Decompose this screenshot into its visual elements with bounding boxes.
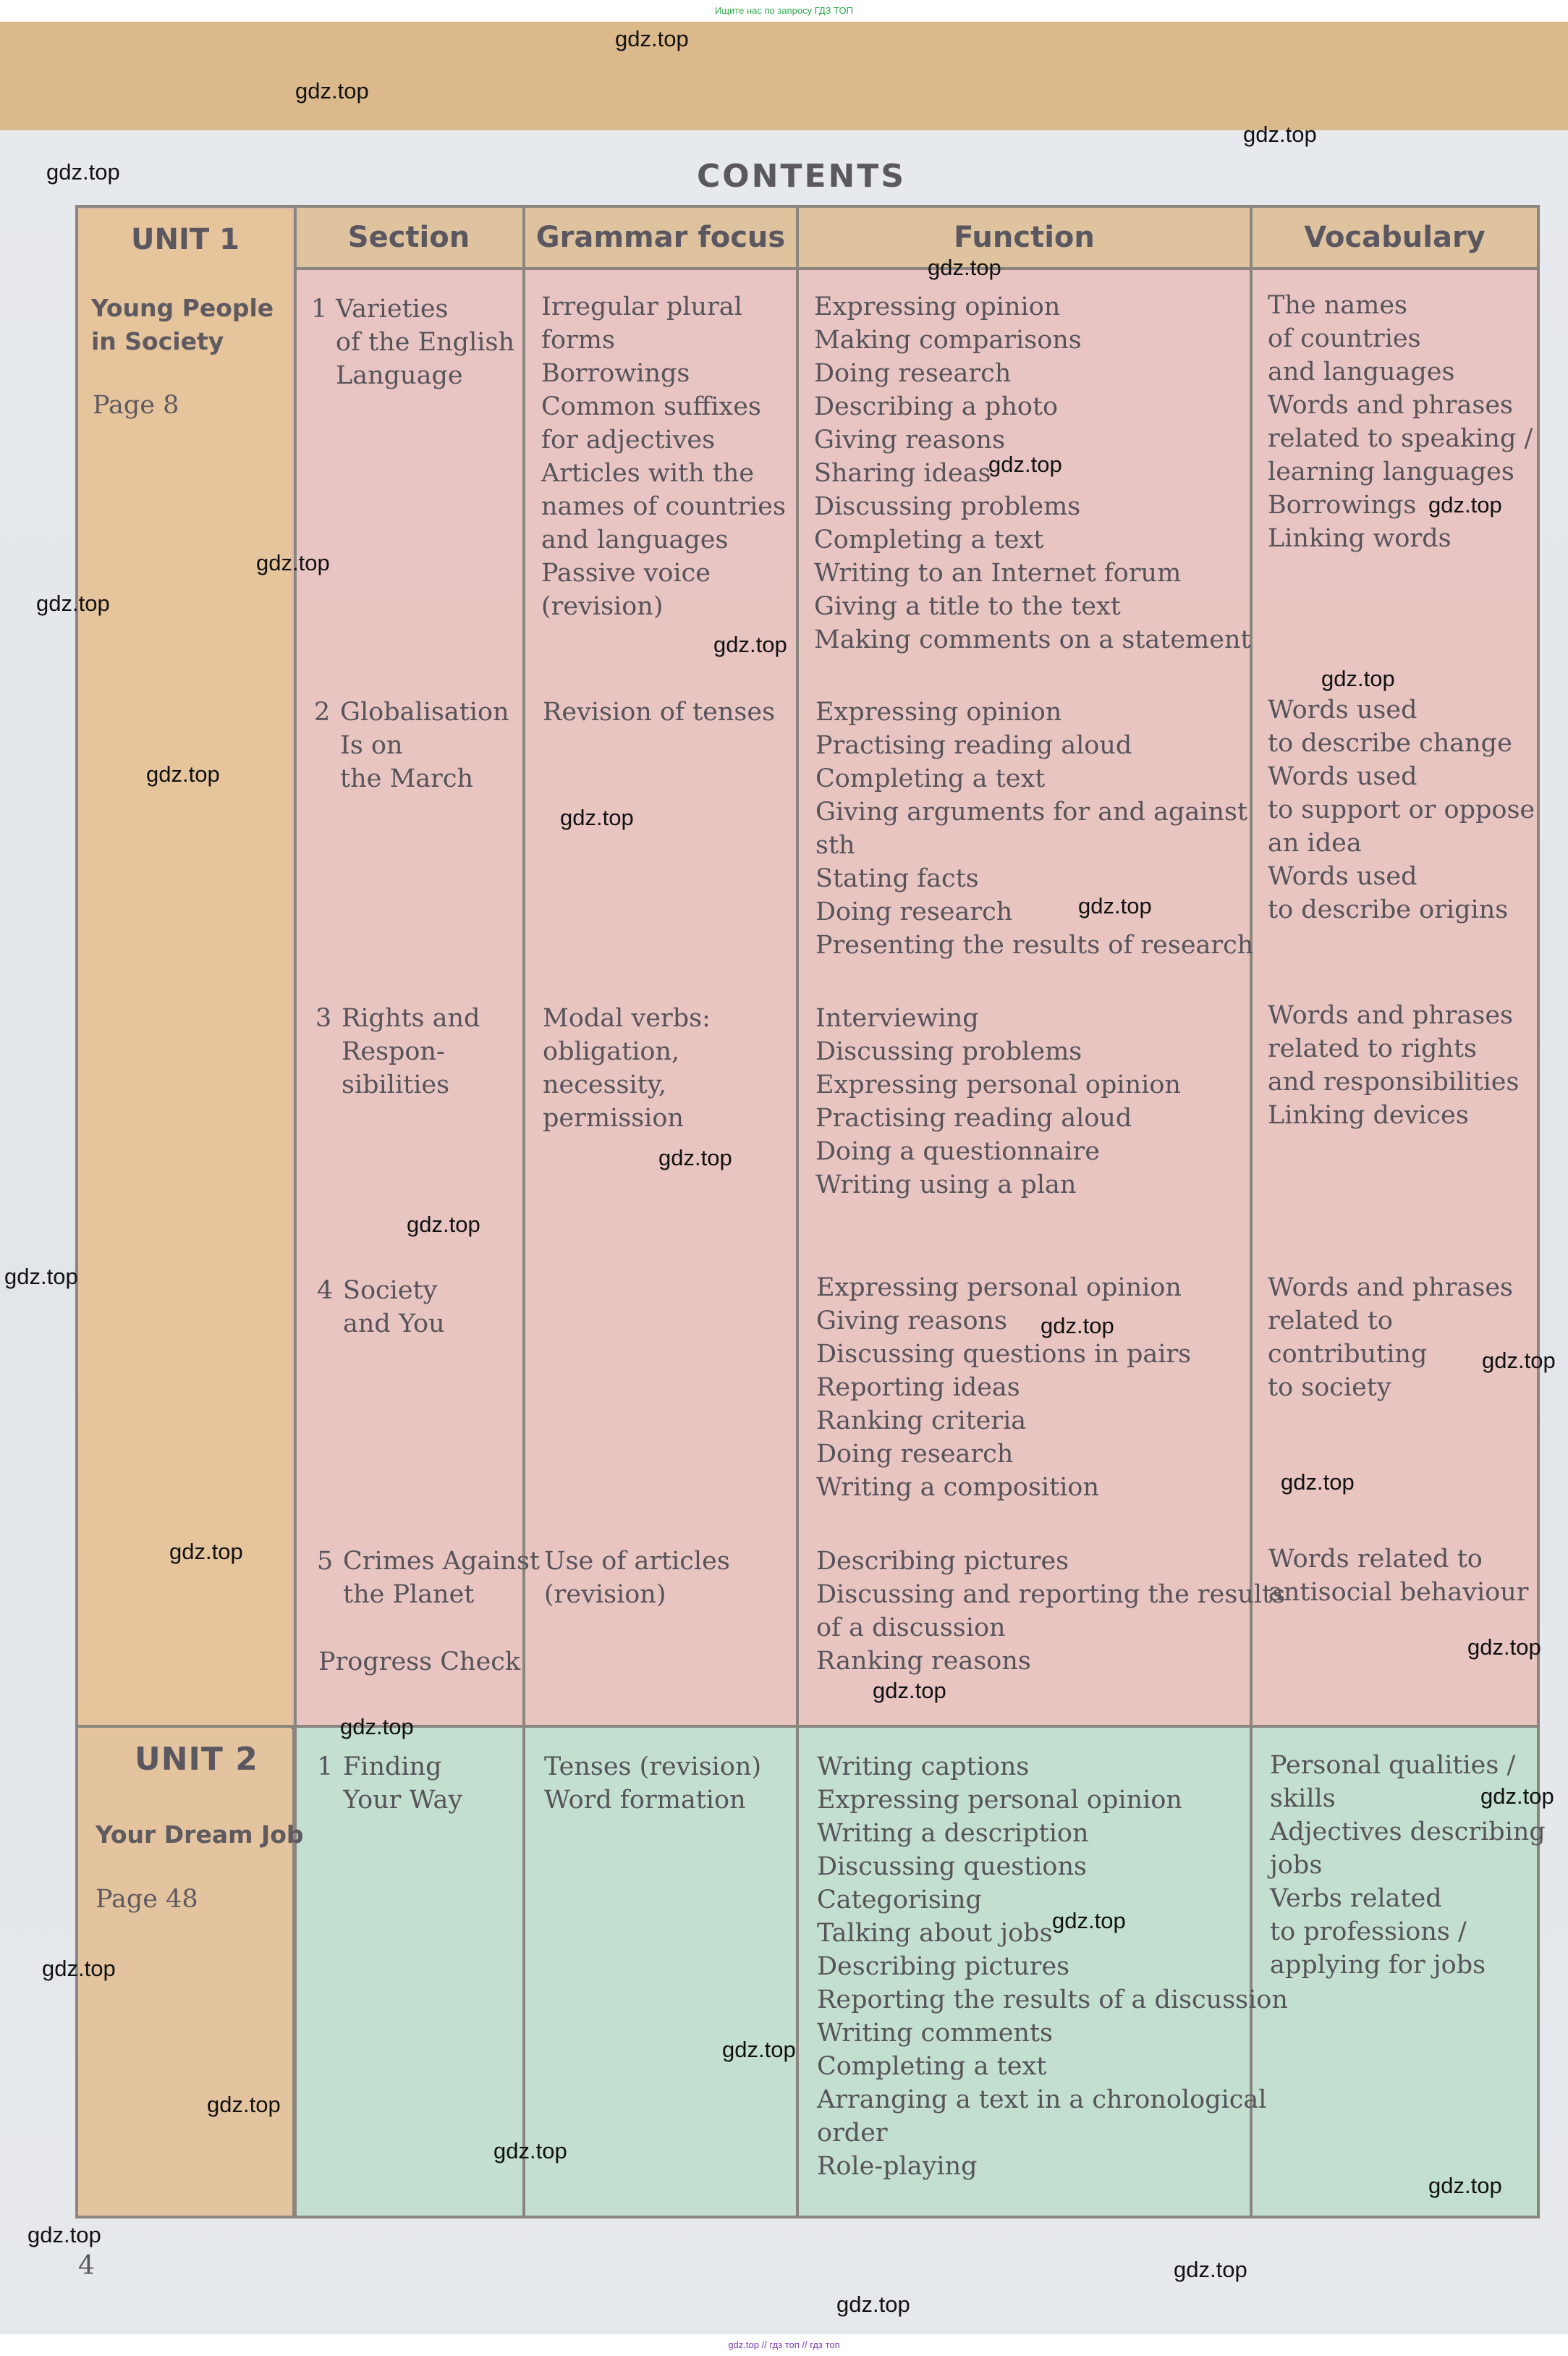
watermark: gdz.top [1428,2173,1502,2198]
watermark: gdz.top [36,591,110,616]
watermark: gdz.top [1482,1348,1556,1373]
watermark: gdz.top [615,26,689,51]
watermark: gdz.top [207,2092,281,2117]
section-number: 5 [317,1547,334,1576]
watermark: gdz.top [560,805,634,830]
watermark: gdz.top [1243,122,1317,147]
watermark: gdz.top [493,2138,567,2163]
header-grammar: Grammar focus [535,221,786,254]
watermark: gdz.top [1467,1634,1541,1660]
section-cell: Society and You [343,1276,445,1338]
watermark: gdz.top [1078,893,1152,919]
page-title: CONTENTS [696,158,907,195]
watermark: gdz.top [988,452,1062,477]
watermark: gdz.top [1321,666,1395,691]
watermark: gdz.top [256,550,330,575]
header-unit: UNIT 1 [131,223,240,256]
watermark: gdz.top [46,159,120,185]
vocabulary-cell: Personal qualities / skills Adjectives describing jobs Verbs related to professions / applying for jobs [1270,1751,1546,1980]
header-band [0,22,1568,130]
watermark: gdz.top [1041,1313,1114,1338]
unit2-title: UNIT 2 [135,1741,258,1778]
watermark: gdz.top [42,1956,116,1981]
watermark: gdz.top [1428,492,1502,518]
section-number: 2 [314,698,331,727]
vocabulary-cell: Words and phrases related to contributing to society [1268,1273,1514,1402]
vocabulary-cell: Words and phrases related to rights and responsibilities Linking devices [1268,1001,1520,1130]
section-cell: Rights and Respon- sibilities [342,1004,480,1099]
watermark: gdz.top [873,1678,946,1703]
unit2-page: Page 48 [96,1885,198,1914]
header-section: Section [347,221,470,254]
vocabulary-cell: The names of countries and languages Words and phrases related to speaking / learning languages Borrowings Linking words [1268,291,1533,553]
watermark: gdz.top [295,78,369,104]
vocabulary-cell: Words used to describe change Words used to support or oppose an idea Words used to describe origins [1268,696,1535,924]
top-note: Ищите нас по запросу ГДЗ ТОП [0,0,1568,22]
page-number: 4 [78,2251,95,2281]
header-divider [294,267,1540,270]
table-border-left [75,205,78,2218]
progress-check: Progress Check [318,1647,521,1676]
header-vocabulary: Vocabulary [1304,221,1486,254]
header-function: Function [954,221,1095,254]
watermark: gdz.top [407,1212,480,1237]
watermark: gdz.top [836,2292,910,2317]
function-cell: Writing captions Expressing personal opinion Writing a description Discussing questions Categorising Talking about jobs Describing pictures Reporting the results of a discussion Writing comments Completing a text Arranging a text in a chronological order Role-playing [817,1752,1288,2181]
section-number: 3 [315,1004,332,1033]
watermark: gdz.top [27,2222,101,2247]
grammar-cell: Revision of tenses [543,698,776,727]
section-number: 1 [317,1752,334,1781]
unit2-subtitle: Your Dream Job [96,1820,304,1849]
function-cell: Describing pictures Discussing and reporting the results of a discussion Ranking reasons [816,1547,1286,1676]
watermark: gdz.top [722,2037,796,2062]
watermark: gdz.top [713,632,787,657]
section-cell: Crimes Against the Planet [343,1547,541,1609]
unit1-page: Page 8 [93,391,179,420]
grammar-cell: Tenses (revision) Word formation [544,1752,762,1815]
function-cell: Expressing opinion Practising reading aloud Completing a text Giving arguments for and against sth Stating facts Doing research Presenting the results of research [815,698,1254,960]
watermark: gdz.top [146,761,220,787]
unit1-subtitle: Young People in Society [91,294,274,355]
watermark: gdz.top [4,1264,78,1289]
section-cell: Globalisation Is on the March [340,698,509,793]
unit1-label-area [78,209,292,1726]
column-divider-2 [522,205,525,2218]
watermark: gdz.top [169,1539,243,1564]
watermark: gdz.top [1281,1469,1355,1495]
vocabulary-cell: Words related to antisocial behaviour [1268,1545,1529,1607]
section-number: 4 [317,1276,334,1305]
bottom-note: gdz.top // гдз топ // гдз топ [0,2334,1568,2356]
column-divider-3 [796,205,799,2218]
section-cell: Varieties of the English Language [336,295,514,390]
section-number: 1 [311,295,328,324]
section-cell: Finding Your Way [343,1752,463,1815]
column-divider-1 [294,205,297,2218]
watermark: gdz.top [1480,1783,1554,1809]
watermark: gdz.top [340,1714,414,1739]
grammar-cell: Irregular plural forms Borrowings Common suffixes for adjectives Articles with the names of countries and languages Passive voice (revision) [541,292,786,621]
function-cell: Interviewing Discussing problems Expressing personal opinion Practising reading aloud Doing a questionnaire Writing using a plan [815,1004,1181,1199]
function-cell: Expressing personal opinion Giving reasons Discussing questions in pairs Reporting ideas Ranking criteria Doing research Writing a composition [816,1273,1192,1502]
function-cell: Expressing opinion Making comparisons Doing research Describing a photo Giving reasons Sharing ideas Discussing problems Completing a text Writing to an Internet forum Giving a title to the text Making comments on a statement [814,292,1251,654]
watermark: gdz.top [928,255,1001,280]
watermark: gdz.top [1052,1908,1126,1933]
watermark: gdz.top [658,1145,732,1170]
grammar-cell: Use of articles (revision) [544,1547,730,1609]
grammar-cell: Modal verbs: obligation, necessity, permission [543,1004,711,1133]
watermark: gdz.top [1174,2257,1247,2282]
